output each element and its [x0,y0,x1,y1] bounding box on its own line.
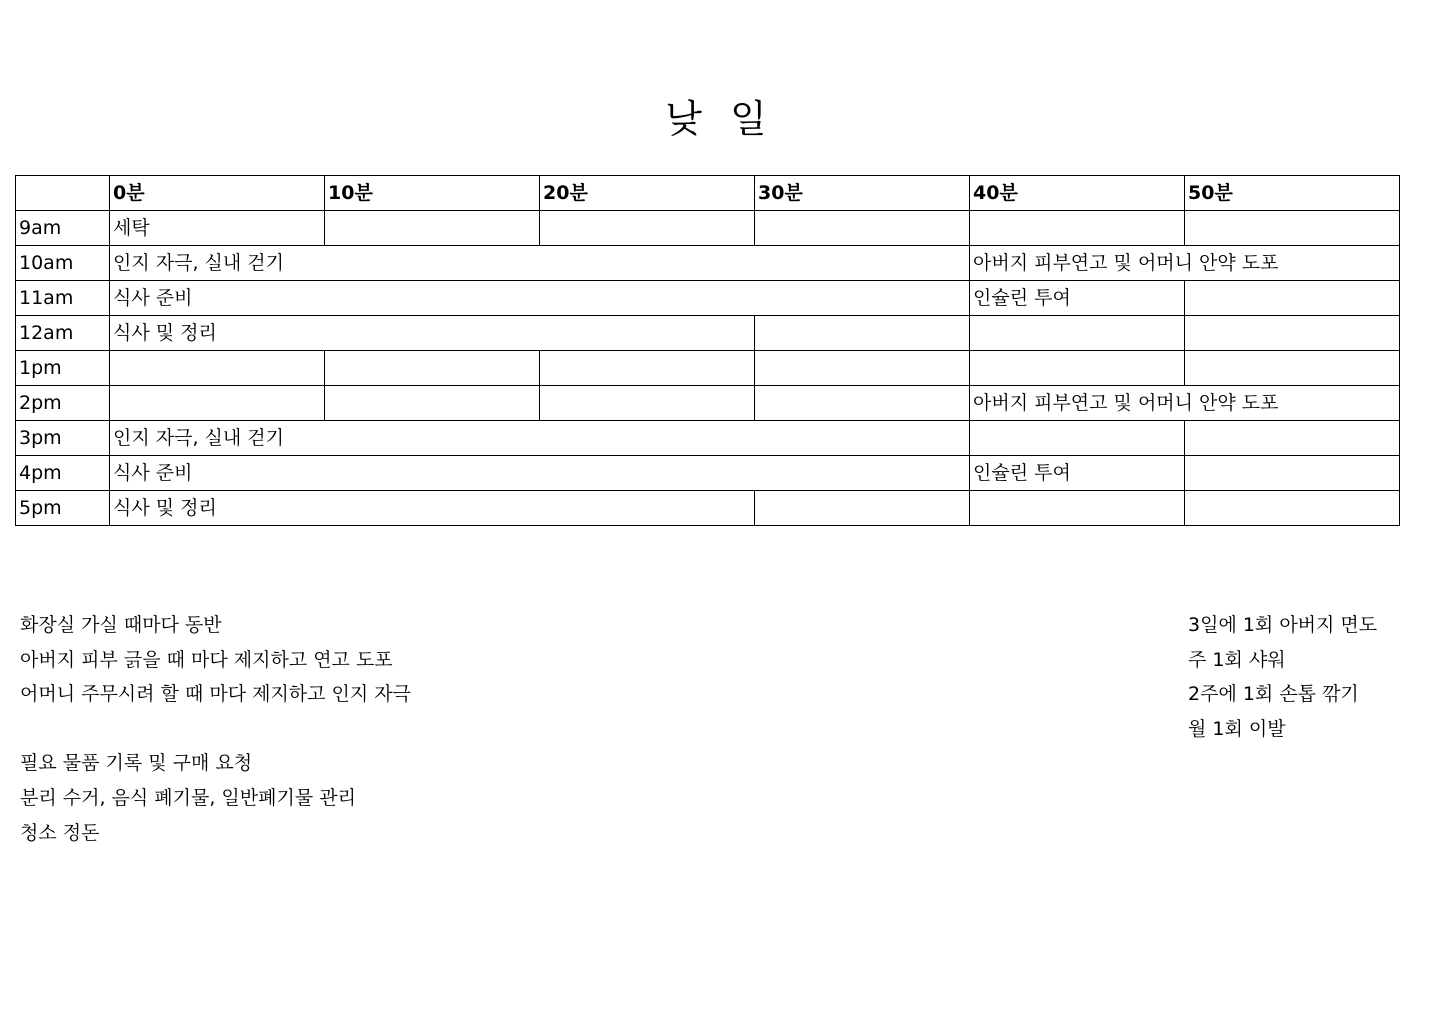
empty-cell [1185,281,1400,316]
task-cell: 식사 및 정리 [110,316,755,351]
note-spacer [20,712,411,747]
table-header-row [16,176,1400,211]
table-body [16,211,1400,526]
empty-cell [1185,211,1400,246]
table-row [16,281,1400,316]
notes-left [20,608,411,850]
empty-cell [325,211,540,246]
note-line: 청소 정돈 [20,821,100,844]
empty-cell [1185,351,1400,386]
task-cell: 인슐린 투여 [970,456,1185,491]
header-minute-cell: 30분 [755,176,970,211]
empty-cell [325,386,540,421]
empty-cell [325,351,540,386]
time-cell: 11am [16,281,110,316]
empty-cell [755,351,970,386]
empty-cell [970,421,1185,456]
time-cell: 4pm [16,456,110,491]
task-cell: 세탁 [110,211,325,246]
time-cell: 1pm [16,351,110,386]
note-line: 분리 수거, 음식 폐기물, 일반폐기물 관리 [20,786,356,809]
note-line: 어머니 주무시려 할 때 마다 제지하고 인지 자극 [20,683,412,706]
empty-cell [540,211,755,246]
notes-right [1188,608,1377,746]
task-cell: 아버지 피부연고 및 어머니 안약 도포 [970,246,1400,281]
empty-cell [755,316,970,351]
empty-cell [110,386,325,421]
empty-cell [1185,456,1400,491]
table-row [16,351,1400,386]
task-cell: 식사 및 정리 [110,491,755,526]
empty-cell [755,211,970,246]
time-cell: 9am [16,211,110,246]
header-minute-cell: 40분 [970,176,1185,211]
header-corner-cell [16,176,110,211]
empty-cell [970,351,1185,386]
note-line: 필요 물품 기록 및 구매 요청 [20,752,253,775]
table-row [16,316,1400,351]
empty-cell [755,386,970,421]
empty-cell [1185,421,1400,456]
empty-cell [970,491,1185,526]
empty-cell [1185,491,1400,526]
table-row [16,421,1400,456]
header-minute-cell: 0분 [110,176,325,211]
task-cell: 인지 자극, 실내 걷기 [110,246,970,281]
header-minute-cell: 50분 [1185,176,1400,211]
note-line: 아버지 피부 긁을 때 마다 제지하고 연고 도포 [20,648,393,671]
time-cell: 10am [16,246,110,281]
empty-cell [540,351,755,386]
schedule-table [15,175,1400,526]
empty-cell [110,351,325,386]
table-row [16,386,1400,421]
table-row [16,456,1400,491]
table-row [16,246,1400,281]
time-cell: 3pm [16,421,110,456]
time-cell: 12am [16,316,110,351]
table-row [16,491,1400,526]
note-line: 화장실 가실 때마다 동반 [20,614,222,636]
time-cell: 5pm [16,491,110,526]
task-cell: 식사 준비 [110,456,970,491]
empty-cell [970,211,1185,246]
task-cell: 인슐린 투여 [970,281,1185,316]
note-line: 3일에 1회 아버지 면도 [1188,614,1378,636]
task-cell: 식사 준비 [110,281,970,316]
task-cell: 인지 자극, 실내 걷기 [110,421,970,456]
empty-cell [755,491,970,526]
header-minute-cell: 10분 [325,176,540,211]
empty-cell [970,316,1185,351]
empty-cell [1185,316,1400,351]
header-minute-cell: 20분 [540,176,755,211]
page-title: 낮 일 [665,97,775,141]
empty-cell [540,386,755,421]
time-cell: 2pm [16,386,110,421]
table-row [16,211,1400,246]
task-cell: 아버지 피부연고 및 어머니 안약 도포 [970,386,1400,421]
note-line: 월 1회 이발 [1188,717,1286,740]
note-line: 2주에 1회 손톱 깎기 [1188,683,1359,706]
note-line: 주 1회 샤워 [1188,648,1286,671]
